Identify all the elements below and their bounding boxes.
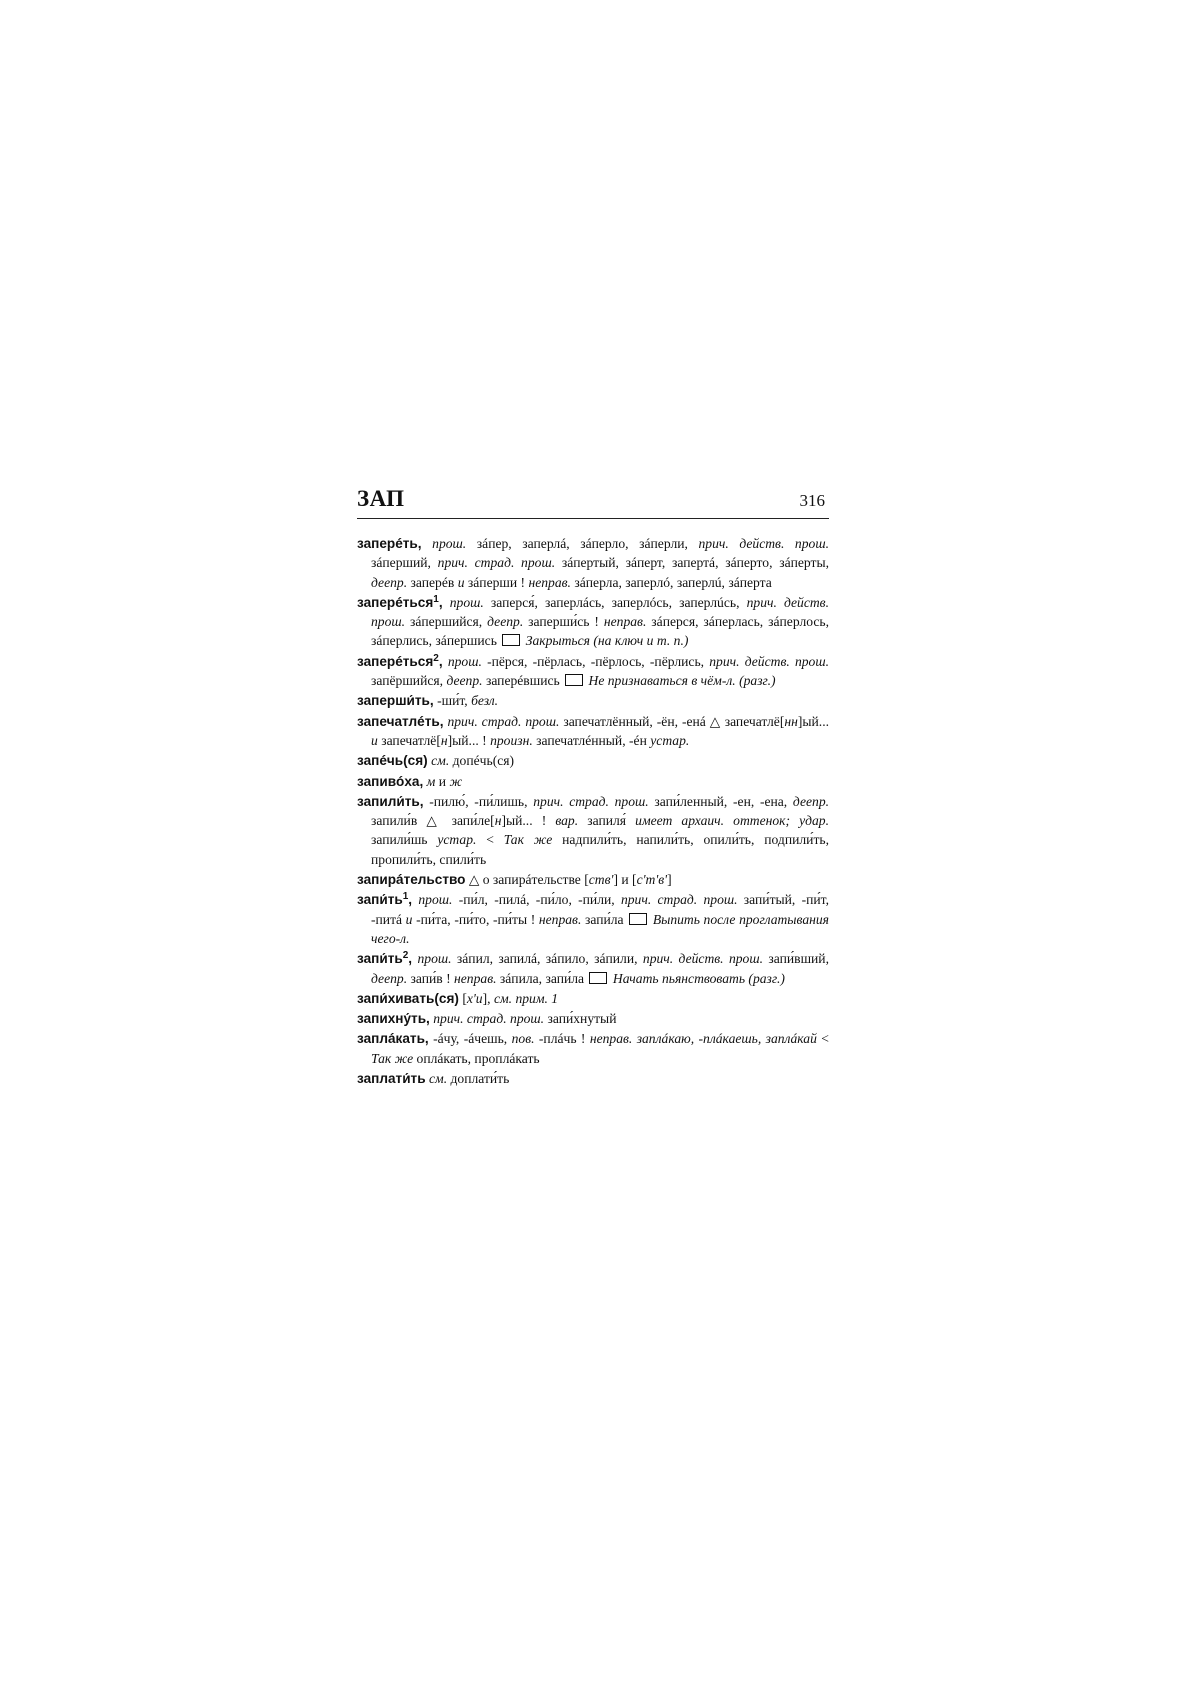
- grammar-label: прош.: [447, 653, 482, 669]
- headword: заперéться: [357, 594, 434, 610]
- grammar-label: см.: [428, 1071, 448, 1087]
- entry-text: зáпила, запи́ла: [496, 970, 588, 986]
- grammar-label: прич. страд. прош.: [437, 555, 556, 571]
- entry-text: запечатлённый, -ён, -енá △ запечатлё[: [559, 713, 785, 729]
- grammar-label: заплáкай: [765, 1031, 817, 1047]
- grammar-label: прич. страд. прош.: [433, 1011, 545, 1027]
- dictionary-entry: [357, 1069, 829, 1088]
- grammar-label: Так же: [371, 1050, 414, 1066]
- entry-text: зáпертый, зáперт, запертá, зáперто, зáперты,: [555, 555, 829, 571]
- grammar-label: см. прим. 1: [493, 990, 559, 1006]
- entry-text: зáперши !: [464, 574, 529, 590]
- entry-text: [: [458, 990, 467, 1006]
- entry-text: запи́ла: [581, 911, 628, 927]
- grammar-label: прич. действ. прош.: [642, 951, 763, 967]
- headword: запивóха,: [357, 773, 424, 789]
- headword: заперéть,: [357, 536, 422, 551]
- grammar-label: Так же: [503, 832, 553, 848]
- grammar-label: прич. страд. прош.: [447, 713, 560, 729]
- grammar-label: и: [457, 574, 465, 590]
- grammar-label: прош.: [418, 892, 453, 908]
- entry-text: заперши́сь !: [523, 614, 604, 630]
- headword: запирáтельство: [357, 872, 466, 888]
- grammar-label: нн: [784, 713, 798, 729]
- headword: запили́ть,: [357, 793, 424, 809]
- entry-text: зáпершийся,: [405, 614, 488, 630]
- grammar-label: деепр.: [371, 970, 408, 986]
- page-header: [357, 478, 829, 519]
- headword: запи́ть: [357, 892, 403, 908]
- grammar-label: и: [371, 732, 378, 748]
- entry-text: зáпил, запилá, зáпило, зáпили,: [451, 951, 643, 967]
- dictionary-entry: [357, 870, 829, 889]
- entry-text: зáперся, зáперлась, зáперлось, зáперлись, зáпершись: [371, 614, 830, 649]
- grammar-label: неправ.: [538, 911, 582, 927]
- entry-text: -ши́т,: [433, 693, 472, 709]
- grammar-label: неправ.: [589, 1031, 633, 1047]
- entry-text: ]: [667, 872, 672, 888]
- grammar-label: х'и: [466, 990, 483, 1006]
- grammar-label: вар.: [555, 813, 579, 829]
- dictionary-entry: [357, 652, 829, 691]
- dictionary-entry: [357, 593, 829, 651]
- grammar-label: произн.: [490, 732, 533, 748]
- grammar-label: с'т'в': [636, 872, 668, 888]
- grammar-label: деепр.: [487, 614, 524, 630]
- grammar-label: имеет архаич. оттенок; удар.: [635, 813, 830, 829]
- dictionary-entry: [357, 1009, 829, 1028]
- grammar-label: деепр.: [792, 793, 830, 809]
- entry-text: заперéвшись: [482, 673, 564, 689]
- headword: ,: [438, 653, 443, 669]
- grammar-label: ж: [449, 773, 463, 789]
- entry-list: [357, 534, 829, 1088]
- entry-text: [422, 536, 433, 551]
- grammar-label: устар.: [437, 832, 477, 848]
- entry-text: -пёрся, -пёрлась, -пёрлось, -пёрлись,: [481, 653, 710, 669]
- entry-text: ],: [482, 990, 494, 1006]
- grammar-label: прич. действ. прош.: [698, 536, 829, 551]
- grammar-label: Начать пьянствовать (разг.): [612, 970, 785, 986]
- grammar-label: неправ.: [454, 970, 497, 986]
- grammar-label: и: [405, 911, 413, 927]
- grammar-label: прич. страд. прош.: [533, 793, 649, 809]
- entry-text: оплáкать, проплáкать: [413, 1050, 540, 1066]
- grammar-label: прош.: [432, 536, 467, 551]
- homonym-index: 2: [402, 950, 409, 962]
- entry-text: запиля́: [578, 813, 636, 829]
- headword: ,: [408, 951, 413, 967]
- entry-text: зáперла, заперлó, заперлú, зáперта: [570, 574, 772, 590]
- entry-text: -пилю́, -пи́лишь,: [423, 793, 534, 809]
- grammar-label: прич. действ. прош.: [709, 653, 829, 669]
- headword: запихну́ть,: [357, 1011, 430, 1027]
- grammar-label: пов.: [511, 1031, 535, 1047]
- grammar-label: Не признаваться в чём-л. (разг.): [588, 673, 776, 689]
- entry-text: надпили́ть, напили́ть, опили́ть, подпили́ть, пропили́ть, спили́ть: [371, 832, 829, 867]
- grammar-label: прош.: [449, 594, 484, 610]
- homonym-index: 1: [433, 593, 439, 605]
- grammar-label: Выпить после проглатывания чего-л.: [371, 911, 829, 946]
- entry-text: допéчь(ся): [449, 753, 515, 769]
- grammar-label: неправ.: [528, 574, 571, 590]
- grammar-label: устар.: [650, 732, 690, 748]
- grammar-label: прош.: [417, 951, 452, 967]
- entry-text: [443, 595, 450, 610]
- grammar-label: прич. страд. прош.: [620, 892, 738, 908]
- entry-text: запи́хнутый: [544, 1011, 617, 1027]
- dictionary-entry: [357, 949, 829, 988]
- grammar-label: м: [426, 773, 436, 789]
- headword: ,: [408, 892, 413, 908]
- dictionary-entry: [357, 534, 829, 592]
- grammar-label: Закрыться (на ключ и т. п.): [525, 633, 689, 649]
- page-number: 316: [799, 491, 825, 510]
- dictionary-entry: [357, 792, 829, 869]
- headword: запи́ть: [357, 951, 403, 967]
- dictionary-entry: [357, 691, 829, 710]
- entry-text: запили́шь: [371, 832, 438, 848]
- definition-box-icon: [565, 674, 583, 686]
- grammar-label: см.: [431, 753, 450, 769]
- entry-text: -áчу, -áчешь,: [428, 1031, 512, 1047]
- entry-text: доплати́ть: [447, 1071, 510, 1087]
- definition-box-icon: [502, 634, 520, 646]
- grammar-label: прич. действ. прош.: [371, 594, 829, 630]
- entry-text: ]ый...: [797, 713, 829, 729]
- entry-text: запечатлё[: [377, 732, 441, 748]
- grammar-label: деепр.: [371, 574, 408, 590]
- entry-text: <: [816, 1031, 829, 1047]
- dictionary-page: [357, 478, 829, 1089]
- entry-text: запёршийся,: [371, 673, 447, 689]
- entry-text: <: [476, 832, 504, 848]
- headword: заперши́ть,: [357, 693, 434, 709]
- grammar-label: н: [440, 732, 448, 748]
- entry-text: запили́в △ запи́ле[: [371, 813, 495, 829]
- entry-text: -пи́та, -пи́то, -пи́ты !: [412, 911, 539, 927]
- entry-text: зáперший,: [371, 555, 438, 571]
- entry-text: заперся́, заперлáсь, заперлóсь, заперлúсь,: [483, 594, 747, 610]
- headword: запи́хивать(ся): [357, 990, 459, 1006]
- entry-text: △ о запирáтельстве [: [465, 872, 589, 888]
- entry-text: и: [435, 773, 450, 789]
- dictionary-entry: [357, 989, 829, 1008]
- dictionary-entry: [357, 772, 829, 791]
- definition-box-icon: [589, 972, 607, 984]
- homonym-index: 2: [433, 652, 439, 664]
- entry-text: запечатлéнный, -éн: [532, 732, 651, 748]
- definition-box-icon: [629, 913, 647, 925]
- entry-text: запи́ленный, -ен, -ена,: [648, 793, 793, 809]
- entry-text: -плáчь !: [534, 1031, 590, 1047]
- headword: запéчь(ся): [357, 753, 428, 769]
- entry-text: запи́вший,: [763, 951, 829, 967]
- dictionary-entry: [357, 890, 829, 948]
- headword: запечатлéть,: [357, 713, 444, 729]
- entry-text: ]ый... !: [501, 813, 556, 829]
- entry-text: ] и [: [613, 872, 637, 888]
- dictionary-entry: [357, 1029, 829, 1068]
- entry-text: запи́тый, -пи́т, -питá: [371, 892, 829, 927]
- grammar-label: н: [494, 813, 502, 829]
- dictionary-entry: [357, 712, 829, 751]
- grammar-label: безл.: [471, 693, 499, 709]
- grammar-label: ств': [588, 872, 614, 888]
- headword: заперéться: [357, 653, 434, 669]
- entry-text: ]ый... !: [447, 732, 491, 748]
- entry-text: заперéв: [407, 574, 458, 590]
- grammar-label: неправ.: [603, 614, 647, 630]
- homonym-index: 1: [402, 891, 409, 903]
- headword: заплати́ть: [357, 1071, 426, 1087]
- entry-text: зáпер, заперлá, зáперло, зáперли,: [466, 536, 699, 551]
- headword: ,: [438, 594, 443, 610]
- running-head: ЗАП: [357, 486, 405, 511]
- entry-text: запи́в !: [407, 970, 455, 986]
- grammar-label: деепр.: [446, 673, 483, 689]
- headword: заплáкать,: [357, 1031, 429, 1047]
- grammar-label: заплáкаю, -плáкаешь,: [636, 1031, 762, 1047]
- dictionary-entry: [357, 751, 829, 770]
- entry-text: -пи́л, -пилá, -пи́ло, -пи́ли,: [452, 892, 621, 908]
